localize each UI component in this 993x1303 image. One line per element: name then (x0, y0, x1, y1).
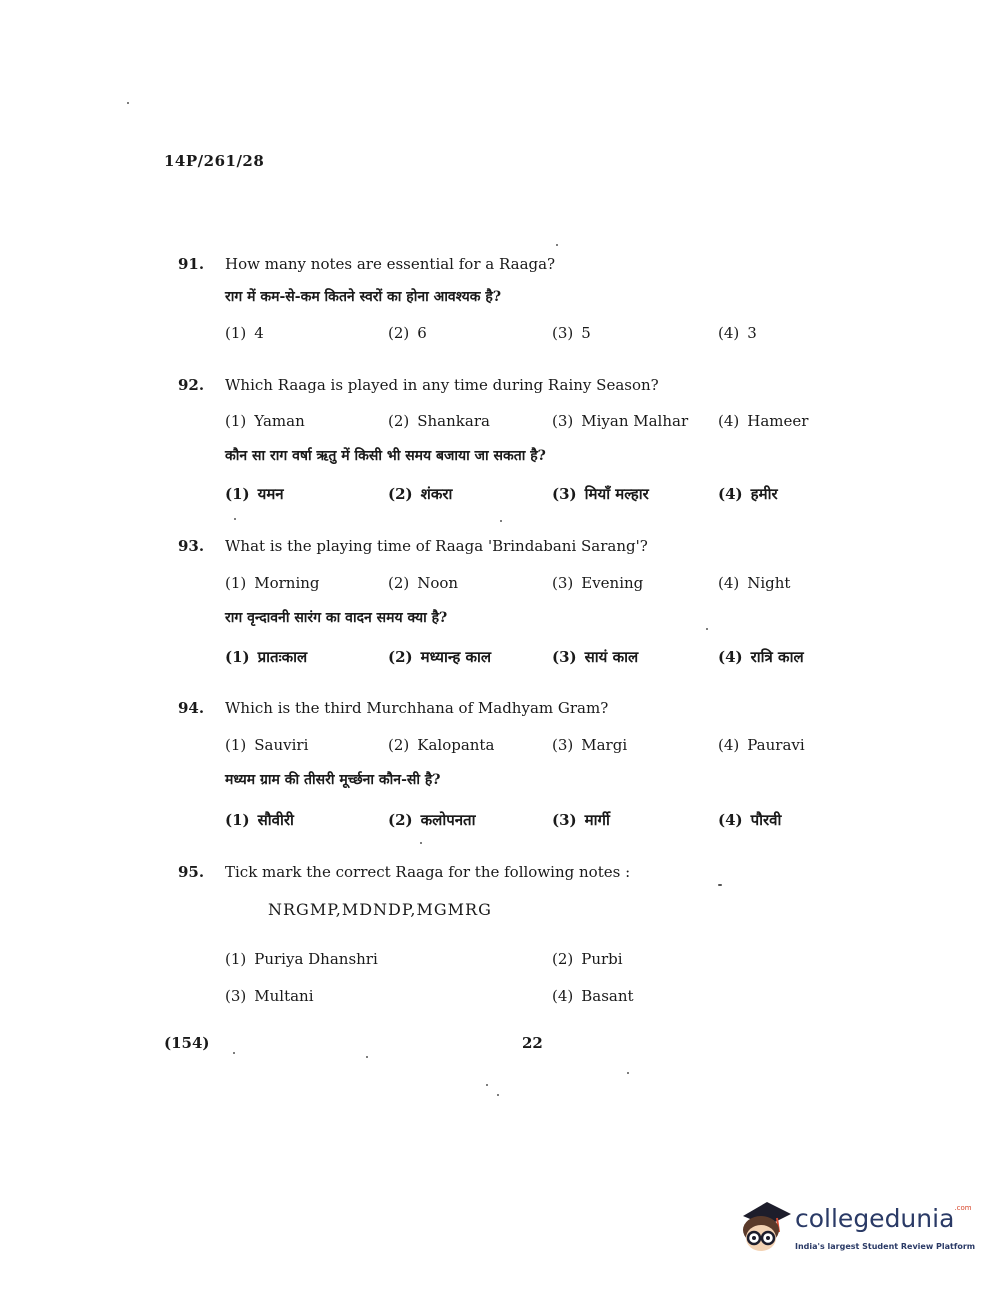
option-3: (3) 5 (552, 324, 591, 342)
option-1-hi: (1) सौवीरी (225, 811, 294, 829)
option-3: (3) Evening (552, 574, 644, 592)
question-text-hi: राग वृन्दावनी सारंग का वादन समय क्या है? (225, 610, 448, 626)
option-4: (4) 3 (718, 324, 757, 342)
question-text-en: What is the playing time of Raaga 'Brindabani Sarang'? (225, 537, 648, 555)
option-4-hi: (4) हमीर (718, 485, 778, 503)
scan-speck (706, 628, 708, 630)
option-1: (1) 4 (225, 324, 264, 342)
option-1: (1) Sauviri (225, 736, 309, 754)
question-number: 92. (178, 376, 205, 394)
option-1: (1) Puriya Dhanshri (225, 950, 378, 968)
logo-tagline: India's largest Student Review Platform (795, 1242, 976, 1251)
option-4: (4) Hameer (718, 412, 809, 430)
option-3-hi: (3) सायं काल (552, 648, 639, 666)
scan-speck (556, 244, 558, 246)
option-3: (3) Multani (225, 987, 314, 1005)
logo-wordmark: collegedunia (795, 1204, 955, 1233)
scan-speck (497, 1094, 499, 1096)
option-1-hi: (1) प्रातःकाल (225, 648, 308, 666)
option-2-hi: (2) शंकरा (388, 485, 453, 503)
option-2-hi: (2) कलोपनता (388, 811, 476, 829)
option-3-hi: (3) मियाँ मल्हार (552, 485, 649, 503)
option-4: (4) Night (718, 574, 791, 592)
scan-speck (233, 1052, 235, 1054)
mascot-icon (737, 1196, 793, 1258)
page-number: 22 (522, 1034, 543, 1052)
question-text-hi: कौन सा राग वर्षा ऋतु में किसी भी समय बजाया जा सकता है? (225, 448, 546, 464)
option-4-hi: (4) पौरवी (718, 811, 782, 829)
option-1-hi: (1) यमन (225, 485, 284, 503)
logo-suffix: .com (954, 1204, 972, 1212)
option-2: (2) Purbi (552, 950, 623, 968)
option-1: (1) Yaman (225, 412, 305, 430)
paper-code: 14P/261/28 (164, 152, 265, 170)
scan-speck (486, 1084, 488, 1086)
scan-speck (234, 518, 236, 520)
option-2: (2) Noon (388, 574, 459, 592)
option-4: (4) Pauravi (718, 736, 805, 754)
question-text-hi: मध्यम ग्राम की तीसरी मूर्च्छना कौन-सी है? (225, 772, 441, 788)
option-2-hi: (2) मध्यान्ह काल (388, 648, 492, 666)
question-text-en: Which Raaga is played in any time during Rainy Season? (225, 376, 659, 394)
option-1: (1) Morning (225, 574, 320, 592)
option-3: (3) Margi (552, 736, 628, 754)
option-4-hi: (4) रात्रि काल (718, 648, 804, 666)
question-number: 95. (178, 863, 205, 881)
question-number: 93. (178, 537, 205, 555)
question-text-en: Which is the third Murchhana of Madhyam Gram? (225, 699, 609, 717)
scan-speck (718, 884, 722, 886)
question-number: 91. (178, 255, 205, 273)
scan-speck (627, 1072, 629, 1074)
scan-speck (500, 520, 502, 522)
option-2: (2) Shankara (388, 412, 490, 430)
option-4: (4) Basant (552, 987, 634, 1005)
scan-speck (366, 1056, 368, 1058)
question-text-hi: राग में कम-से-कम कितने स्वरों का होना आवश्यक है? (225, 289, 502, 305)
option-2: (2) 6 (388, 324, 427, 342)
scan-speck (127, 102, 129, 104)
option-3-hi: (3) मार्गी (552, 811, 610, 829)
option-2: (2) Kalopanta (388, 736, 495, 754)
footer-code: (154) (164, 1034, 210, 1052)
question-text-en: Tick mark the correct Raaga for the following notes : (225, 863, 631, 881)
question-number: 94. (178, 699, 205, 717)
scan-speck (420, 842, 422, 844)
swar-notation: NRGMP,MDNDP,MGMRG (268, 900, 492, 919)
collegedunia-logo (737, 1196, 976, 1258)
option-3: (3) Miyan Malhar (552, 412, 689, 430)
question-text-en: How many notes are essential for a Raaga? (225, 255, 556, 273)
